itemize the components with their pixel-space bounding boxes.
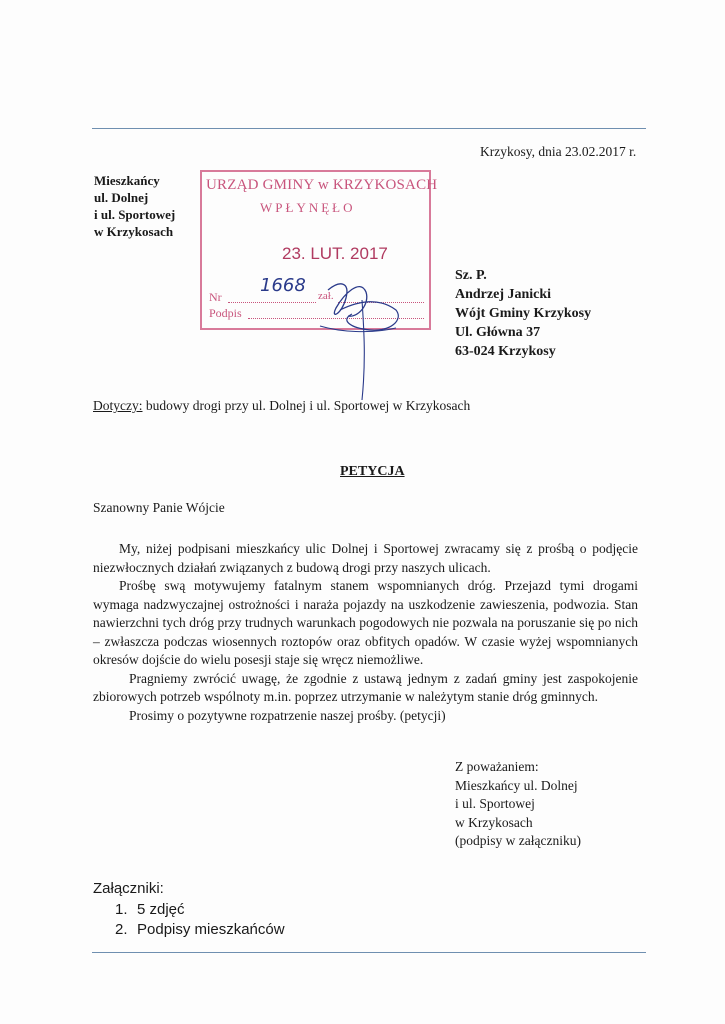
recipient-line: 63-024 Krzykosy (455, 344, 556, 359)
letter-body (93, 540, 638, 725)
stamp-date: 23. LUT. 2017 (282, 244, 388, 263)
body-paragraph: My, niżej podpisani mieszkańcy ulic Dolnej i Sportowej zwracamy się z prośbą o podjęcie niezwłocznych działań związanych z budową drogi przy naszych ulicach. (93, 541, 638, 575)
recipient-line: Sz. P. (455, 268, 487, 283)
subject-label: Dotyczy: (93, 398, 143, 413)
sender-line: w Krzykosach (94, 224, 174, 239)
stamp-subtitle: WPŁYNĘŁO (260, 200, 356, 215)
sender-block (94, 172, 175, 240)
stamp-zal-label: zał. (318, 290, 334, 302)
recipient-line: Wójt Gminy Krzykosy (455, 306, 592, 321)
sender-line: ul. Dolnej (94, 190, 149, 205)
attachment-text: 5 zdjęć (137, 901, 185, 918)
closing-line: Mieszkańcy ul. Dolnej (455, 777, 578, 793)
closing-line: i ul. Sportowej (455, 796, 535, 811)
body-paragraph: Prosimy o pozytywne rozpatrzenie naszej prośby. (petycji) (129, 707, 446, 723)
salutation: Szanowny Panie Wójcie (93, 500, 225, 515)
stamp-title: URZĄD GMINY w KRZYKOSACH (206, 177, 438, 193)
attachment-item (115, 920, 285, 940)
closing-block (455, 758, 581, 851)
subject-line (93, 398, 470, 414)
attachment-number: 2. (115, 921, 128, 938)
attachment-text: Podpisy mieszkańców (137, 921, 285, 938)
recipient-line: Andrzej Janicki (455, 287, 552, 302)
top-rule (92, 128, 646, 129)
closing-line: Z poważaniem: (455, 759, 539, 774)
date-line: Krzykosy, dnia 23.02.2017 r. (480, 144, 637, 159)
body-paragraph: Prośbę swą motywujemy fatalnym stanem wspomnianych dróg. Przejazd tymi drogami wymaga nadzwyczajnej ostrożności i naraża pojazdy na uszkodzenie zawieszenia, podwozia. Stan nawierzchni tych dróg przy trudnych warunkach pogodowych nie pozwala na poruszanie się po nich – zwłaszcza podczas wiosennych roztopów oraz obfitych opadów. W czasie wyżej wspomnianych okresów dojście do wielu posesji staje się wręcz niemożliwe. (93, 578, 638, 667)
subject-text: budowy drogi przy ul. Dolnej i ul. Sportowej w Krzykosach (142, 398, 471, 413)
closing-line: (podpisy w załączniku) (455, 833, 581, 848)
recipient-line: Ul. Główna 37 (455, 325, 541, 340)
attachments-heading: Załączniki: (93, 880, 164, 897)
stamp-nr-label: Nr (209, 290, 222, 304)
stamp-podpis-label: Podpis (209, 306, 242, 320)
sender-line: i ul. Sportowej (94, 207, 176, 222)
attachment-item (115, 900, 285, 920)
closing-line: w Krzykosach (455, 814, 533, 830)
attachment-number: 1. (115, 901, 128, 918)
handwritten-signature (300, 270, 420, 410)
stamp-number-value: 1668 (260, 275, 306, 296)
bottom-rule (92, 952, 646, 953)
document-title: PETYCJA (340, 464, 405, 479)
body-paragraph: Pragniemy zwrócić uwagę, że zgodnie z ustawą jednym z zadań gminy jest zaspokojenie zbiorowych potrzeb wspólnoty m.in. poprzez utrzymanie w należytym stanie dróg gminnych. (93, 670, 638, 704)
recipient-block (455, 266, 591, 361)
attachments-list (115, 900, 285, 940)
sender-line: Mieszkańcy (94, 173, 160, 188)
